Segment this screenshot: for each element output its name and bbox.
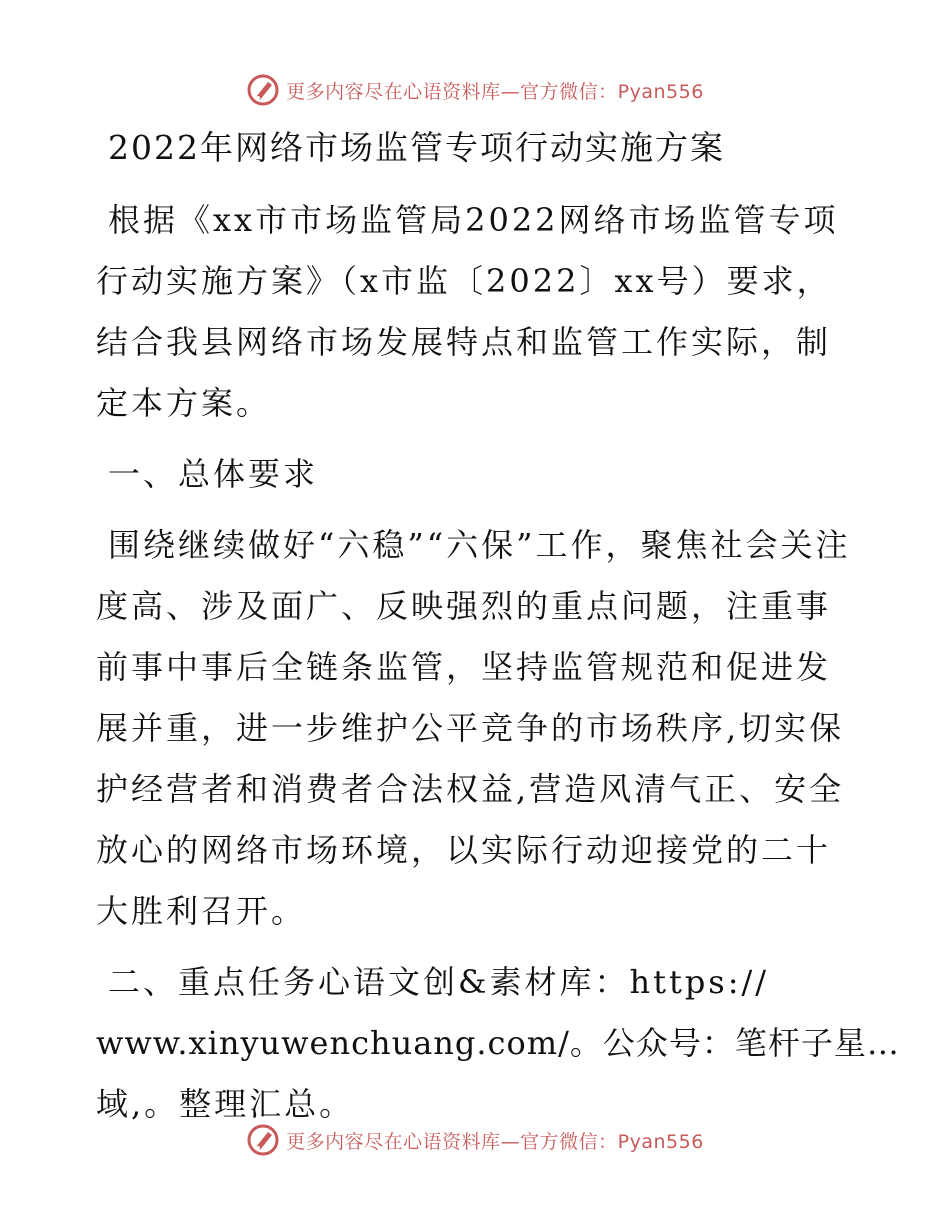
section-1-heading: 一、总体要求 [108, 455, 319, 493]
document-body [96, 120, 900, 1145]
document-title: 2022年网络市场监管专项行动实施方案 [108, 128, 725, 167]
section-2-link-line: www.xinyuwenchuang.com/。公众号：笔杆子星… [96, 1024, 900, 1062]
watermark-text: 更多内容尽在心语资料库—官方微信：Pyan556 [286, 1130, 704, 1153]
pen-logo-icon [246, 1123, 280, 1157]
watermark-text: 更多内容尽在心语资料库—官方微信：Pyan556 [286, 80, 704, 103]
pen-logo-icon [246, 73, 280, 107]
footer-watermark [0, 1120, 950, 1160]
header-watermark [0, 70, 950, 110]
section-2-heading: 二、重点任务心语文创&素材库：https:// [108, 963, 770, 1001]
section-2-tail-line: 域,。整理汇总。 [96, 1085, 355, 1123]
intro-paragraph: 根据《xx市市场监管局2022网络市场监管专项行动实施方案》（x市监〔2022〕xx号）要求，结合我县网络市场发展特点和监管工作实际，制定本方案。 [96, 201, 839, 422]
section-1-paragraph: 围绕继续做好“六稳”“六保”工作，聚焦社会关注度高、涉及面广、反映强烈的重点问题，注重事前事中事后全链条监管，坚持监管规范和促进发展并重，进一步维护公平竞争的市场秩序,切实保护经营者和消费者合法权益,营造风清气正、安全放心的网络市场环境，以实际行动迎接党的二十大胜利召开。 [96, 526, 851, 930]
